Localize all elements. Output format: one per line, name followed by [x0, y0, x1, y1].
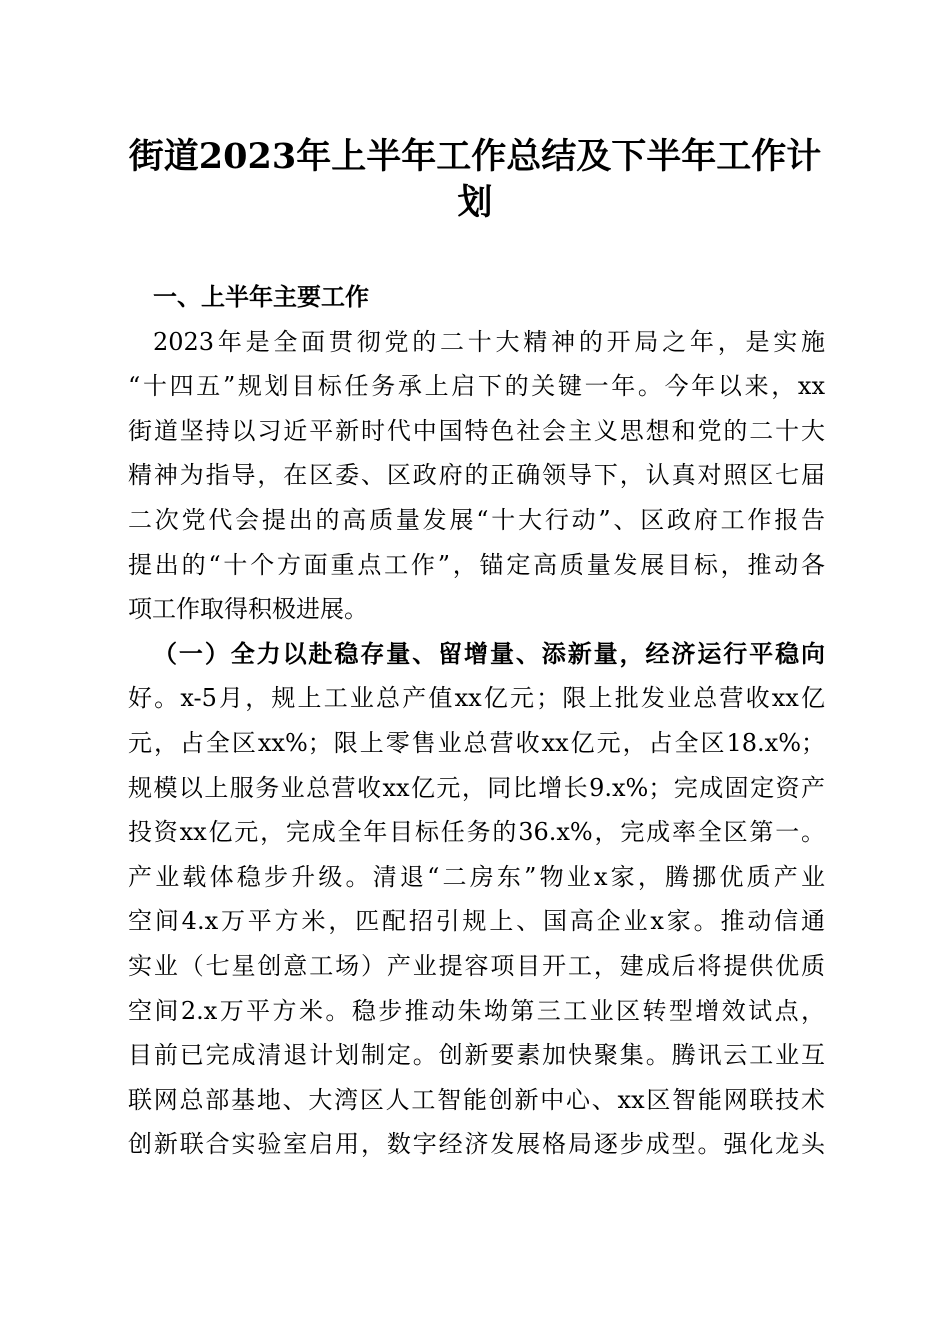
text-line: 项工作取得积极进展。 [128, 595, 368, 624]
text-line: 联网总部基地、大湾区人工智能创新中心、xx区智能网联技术 [128, 1085, 825, 1114]
text-line: 创新联合实验室启用，数字经济发展格局逐步成型。强化龙头 [128, 1130, 825, 1159]
text-line: 目前已完成清退计划制定。创新要素加快聚集。腾讯云工业互 [128, 1041, 825, 1070]
text-line: “十四五”规划目标任务承上启下的关键一年。今年以来，xx [128, 372, 825, 401]
text-line: 2023年是全面贯彻党的二十大精神的开局之年，是实施 [153, 327, 825, 356]
paragraph-1 [128, 320, 825, 632]
text-line: 街道坚持以习近平新时代中国特色社会主义思想和党的二十大 [128, 416, 825, 445]
text-line: 元，占全区xx%；限上零售业总营收xx亿元，占全区18.x%； [128, 728, 825, 757]
text-line: 提出的“十个方面重点工作”，锚定高质量发展目标，推动各 [128, 550, 825, 579]
document-title [110, 134, 840, 226]
text-line: 投资xx亿元，完成全年目标任务的36.x%，完成率全区第一。 [128, 818, 825, 847]
text-line: 规模以上服务业总营收xx亿元，同比增长9.x%；完成固定资产 [128, 773, 825, 802]
text-line: 空间2.x万平方米。稳步推动朱坳第三工业区转型增效试点， [128, 996, 825, 1025]
text-line: 精神为指导，在区委、区政府的正确领导下，认真对照区七届 [128, 461, 825, 490]
text-line: 空间4.x万平方米，匹配招引规上、国高企业x家。推动信通 [128, 907, 825, 936]
subsection-heading-line: （一）全力以赴稳存量、留增量、添新量，经济运行平稳向 [153, 638, 825, 668]
title-line-1: 街道2023年上半年工作总结及下半年工作计 [128, 136, 822, 177]
title-line-2: 划 [457, 182, 493, 223]
text-line: 好。x-5月，规上工业总产值xx亿元；限上批发业总营收xx亿 [128, 684, 825, 713]
section-heading: 一、上半年主要工作 [153, 282, 369, 311]
text-line: 实业（七星创意工场）产业提容项目开工，建成后将提供优质 [128, 951, 825, 980]
document-body [128, 275, 825, 1167]
paragraph-2 [128, 632, 825, 1167]
text-line: 二次党代会提出的高质量发展“十大行动”、区政府工作报告 [128, 505, 825, 534]
text-line: 产业载体稳步升级。清退“二房东”物业x家，腾挪优质产业 [128, 862, 825, 891]
